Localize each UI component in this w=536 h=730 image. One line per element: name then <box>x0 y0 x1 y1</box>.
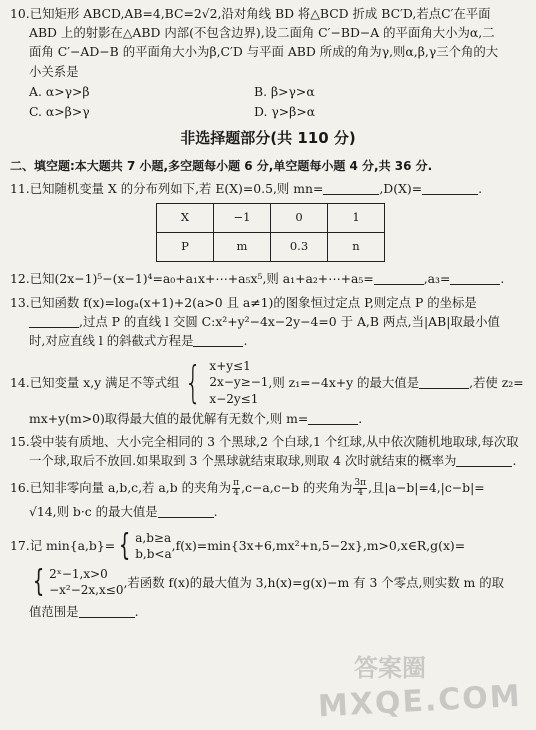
answer-blank <box>308 412 358 425</box>
choice-c: C. α>β>γ <box>29 104 90 120</box>
q10-line-1: 10.已知矩形 ABCD,AB=4,BC=2√2,沿对角线 BD 将△BCD 折成 BC′D,若点C′在平面 <box>10 6 491 21</box>
table-cell: n <box>328 233 385 262</box>
q14-line-2: mx+y(m>0)取得最大值的最优解有无数个,则 m= <box>29 410 309 426</box>
table-cell: X <box>157 204 214 233</box>
q13-period: . <box>243 333 248 349</box>
table-cell: 0.3 <box>271 233 328 262</box>
table-cell: −1 <box>214 204 271 233</box>
q15-period: . <box>512 453 517 469</box>
question-16 <box>10 478 526 521</box>
watermark: MXQE.COM <box>317 678 523 724</box>
q17-line-3: 值范围是 <box>29 604 79 620</box>
table-cell: 0 <box>271 204 328 233</box>
piecewise-min <box>115 530 171 562</box>
fraction-pi-over-4 <box>232 479 240 498</box>
inequality-system <box>179 358 268 407</box>
question-14 <box>10 358 526 428</box>
choice-d: D. γ>β>α <box>254 104 316 120</box>
answer-blank <box>158 505 214 518</box>
table-cell: m <box>214 233 271 262</box>
piece: b,b<a <box>135 546 172 561</box>
table-row <box>157 233 385 262</box>
inequality: x−2y≤1 <box>209 391 259 406</box>
q12-text-c: . <box>500 271 505 287</box>
q14-after: ,则 z₁=−4x+y 的最大值是 <box>268 374 420 390</box>
answer-blank <box>374 272 424 285</box>
watermark-logo-text: 答案圈 <box>354 653 426 682</box>
q10-line-3: 面角 C′−AD−B 的平面角大小为β,C′D 与平面 ABD 所成的角为γ,则α,β,γ三个角的大 <box>29 44 499 60</box>
question-12 <box>10 269 526 288</box>
choice-b: B. β>γ>α <box>254 83 315 99</box>
frac-denominator: 4 <box>357 488 364 499</box>
q17-lead: 17.记 min{a,b}= <box>10 538 116 554</box>
q13-line-3: 时,对应直线 l 的斜截式方程是 <box>29 333 194 349</box>
table-cell: P <box>157 233 214 262</box>
piecewise-g <box>29 566 123 598</box>
choice-a: A. α>γ>β <box>29 83 90 99</box>
frac-numerator: 3π <box>354 478 367 489</box>
table-cell: 1 <box>328 204 385 233</box>
inequality: x+y≤1 <box>209 359 251 374</box>
q16-text-a: 16.已知非零向量 a,b,c,若 a,b 的夹角为 <box>10 480 232 496</box>
q16-period: . <box>213 504 218 520</box>
piece: a,b≥a <box>135 530 172 545</box>
answer-blank <box>193 334 243 347</box>
frac-numerator: π <box>233 478 240 489</box>
q12-text-b: ,a₃= <box>423 271 451 287</box>
piece: 2ˣ−1,x>0 <box>49 567 108 582</box>
q16-text-c: ,且|a−b|=4,|c−b|= <box>368 480 485 496</box>
q14-period: . <box>358 410 363 426</box>
answer-blank <box>419 376 469 389</box>
left-brace: { <box>32 566 45 599</box>
fraction-3pi-over-4 <box>353 479 367 498</box>
q10-line-4: 小关系是 <box>29 63 79 79</box>
q17-after2: ,若函数 f(x)的最大值为 3,h(x)=g(x)−m 有 3 个零点,则实数 m 的取 <box>123 574 504 590</box>
q11-text-b: ,D(X)= <box>379 181 423 197</box>
q12-text-a: 12.已知(2x−1)⁵−(x−1)⁴=a₀+a₁x+⋯+a₅x⁵,则 a₁+a₂+⋯+a₅= <box>10 271 374 287</box>
question-10 <box>10 4 526 121</box>
q16-line-2: √14,则 b·c 的最大值是 <box>29 504 158 520</box>
answer-blank <box>450 272 500 285</box>
piece: −x²−2x,x≤0 <box>49 583 124 598</box>
question-13 <box>10 293 526 351</box>
left-brace: { <box>118 529 131 563</box>
answer-blank <box>323 182 379 195</box>
q17-after: ,f(x)=min{3x+6,mx²+n,5−2x},m>0,x∈R,g(x)= <box>171 538 466 554</box>
q10-choices-2 <box>10 102 526 121</box>
q13-line-1: 13.已知函数 f(x)=logₐ(x+1)+2(a>0 且 a≠1)的图象恒过定点 P,则定点 P 的坐标是 <box>10 294 477 310</box>
section-intro: 二、填空题:本大题共 7 小题,多空题每小题 6 分,单空题每小题 4 分,共 36 分. <box>10 158 433 173</box>
q13-line-2: ,过点 P 的直线 l 交圆 C:x²+y²−4x−2y−4=0 于 A,B 两点,当|AB|取最小值 <box>79 313 500 329</box>
question-15 <box>10 432 526 470</box>
answer-blank <box>422 182 478 195</box>
answer-blank <box>456 454 512 467</box>
q10-line-2: ABD 上的射影在△ABD 内部(不包含边界),设二面角 C′−BD−A 的平面角大小为α,二 <box>29 25 495 41</box>
inequality: 2x−y≥−1 <box>209 375 269 390</box>
q16-text-b: ,c−a,c−b 的夹角为 <box>241 480 353 496</box>
frac-denominator: 4 <box>233 488 239 499</box>
answer-blank <box>79 605 135 618</box>
table-row <box>157 204 385 233</box>
section-title: 非选择题部分(共 110 分) <box>180 129 356 148</box>
q15-line-1: 15.袋中装有质地、大小完全相同的 3 个黑球,2 个白球,1 个红球,从中依次随机地取球,每次取 <box>10 434 519 450</box>
q15-line-2: 一个球,取后不放回.如果取到 3 个黑球就结束取球,则取 4 次时就结束的概率为 <box>29 453 457 469</box>
q14-after2: ,若使 z₂= <box>469 374 524 390</box>
q11-text-a: 11.已知随机变量 X 的分布列如下,若 E(X)=0.5,则 mn= <box>10 181 324 197</box>
distribution-table <box>156 203 385 262</box>
q14-lead: 14.已知变量 x,y 满足不等式组 <box>10 374 180 390</box>
q10-choices <box>10 82 526 101</box>
question-11: 11.已知随机变量 X 的分布列如下,若 E(X)=0.5,则 mn= ,D(X)= . X −1 0 1 P m 0.3 n <box>10 179 526 262</box>
question-17 <box>10 530 526 622</box>
q17-period: . <box>134 604 139 620</box>
answer-blank <box>29 315 79 328</box>
left-brace: { <box>185 358 202 407</box>
